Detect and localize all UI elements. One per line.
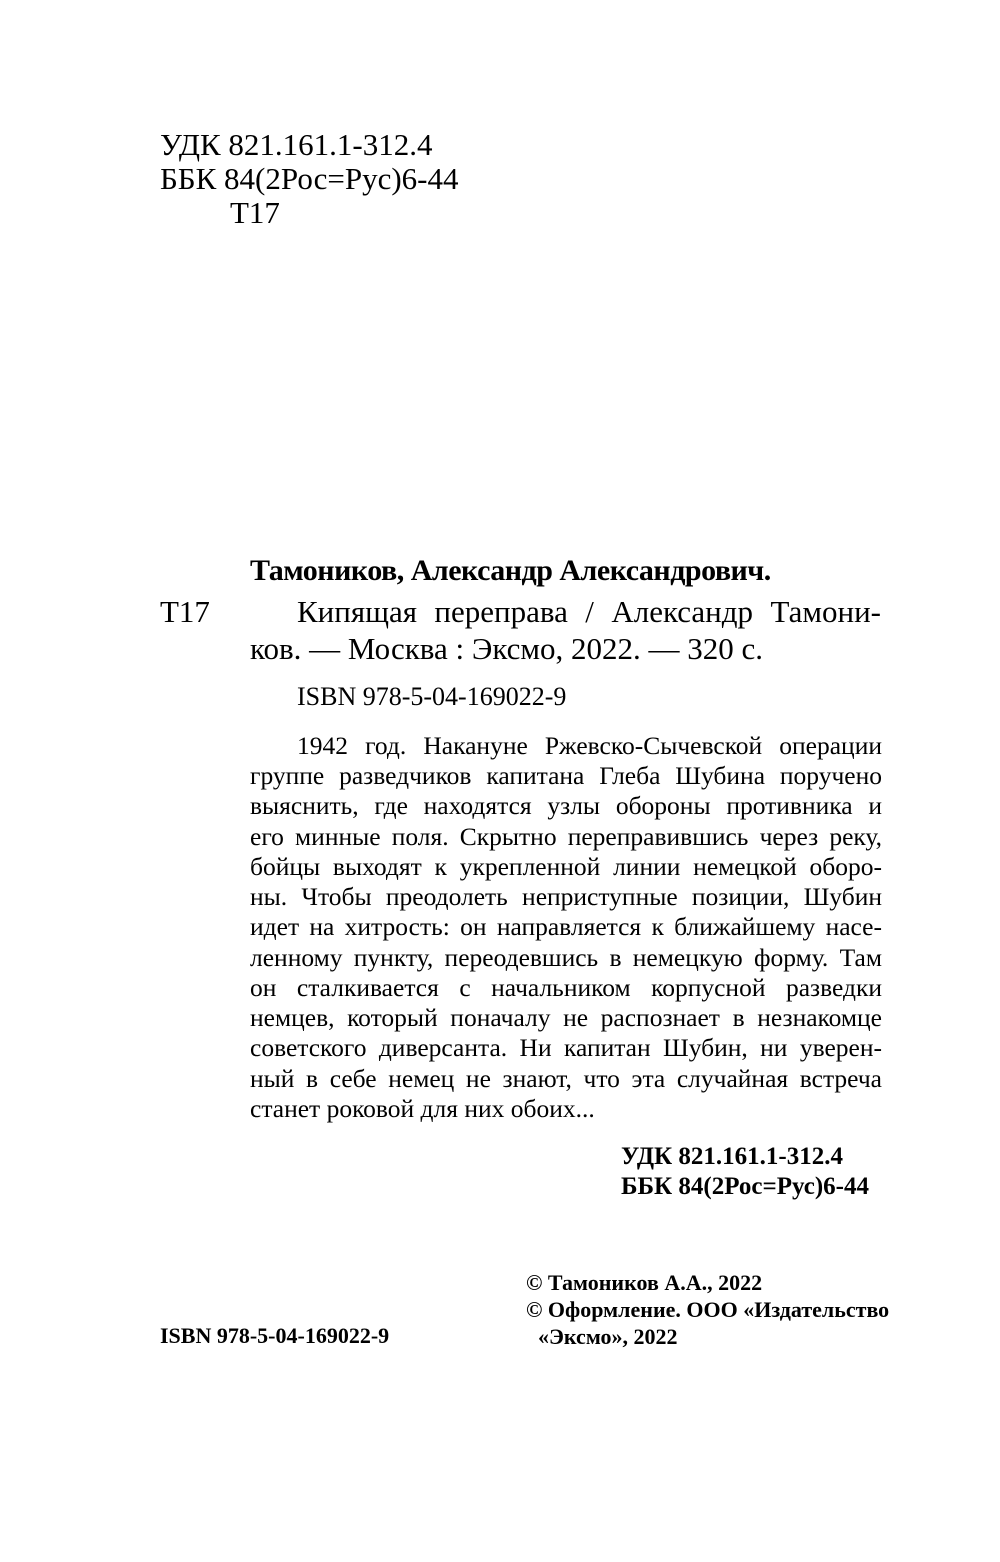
bbk-code-bottom: ББК 84(2Рос=Рус)6-44: [621, 1173, 869, 1200]
annotation-line: бойцы выходят к укрепленной линии немецкой оборо-: [250, 852, 882, 881]
author-mark: Т17: [160, 594, 210, 629]
annotation-line: он сталкивается с начальником корпусной разведки: [250, 973, 882, 1002]
book-description-line-2: ков. — Москва : Эксмо, 2022. — 320 с.: [250, 631, 763, 666]
annotation-line: ный в себе немец не знают, что эта случайная встреча: [250, 1064, 882, 1093]
isbn-footer: ISBN 978-5-04-169022-9: [160, 1323, 390, 1348]
annotation-line: 1942 год. Накануне Ржевско-Сычевской операции: [297, 731, 882, 760]
author-mark-top: Т17: [230, 195, 280, 230]
copyright-author: © Тамоников А.А., 2022: [526, 1270, 763, 1295]
udk-code-top: УДК 821.161.1-312.4: [160, 127, 433, 162]
annotation-line: станет роковой для них обоих...: [250, 1094, 595, 1123]
author-heading: Тамоников, Александр Александрович.: [250, 554, 771, 587]
annotation-line: ны. Чтобы преодолеть неприступные позиции, Шубин: [250, 882, 882, 911]
annotation-line: группе разведчиков капитана Глеба Шубина поручено: [250, 761, 882, 790]
annotation-line: выяснить, где находятся узлы обороны противника и: [250, 791, 882, 820]
annotation-line: ленному пункту, переодевшись в немецкую форму. Там: [250, 943, 882, 972]
annotation-line: его минные поля. Скрытно переправившись через реку,: [250, 822, 882, 851]
book-description-line-1: Кипящая переправа / Александр Тамони-: [297, 594, 881, 629]
bbk-code-top: ББК 84(2Рос=Рус)6-44: [160, 161, 459, 196]
annotation-line: идет на хитрость: он направляется к ближайшему насе-: [250, 912, 882, 941]
annotation-line: советского диверсанта. Ни капитан Шубин, ни уверен-: [250, 1033, 882, 1062]
isbn-entry: ISBN 978-5-04-169022-9: [297, 682, 567, 711]
copyright-publisher: «Эксмо», 2022: [538, 1324, 678, 1349]
udk-code-bottom: УДК 821.161.1-312.4: [621, 1143, 843, 1170]
annotation-line: немцев, который поначалу не распознает в незнакомце: [250, 1003, 882, 1032]
copyright-design: © Оформление. ООО «Издательство: [526, 1297, 890, 1322]
